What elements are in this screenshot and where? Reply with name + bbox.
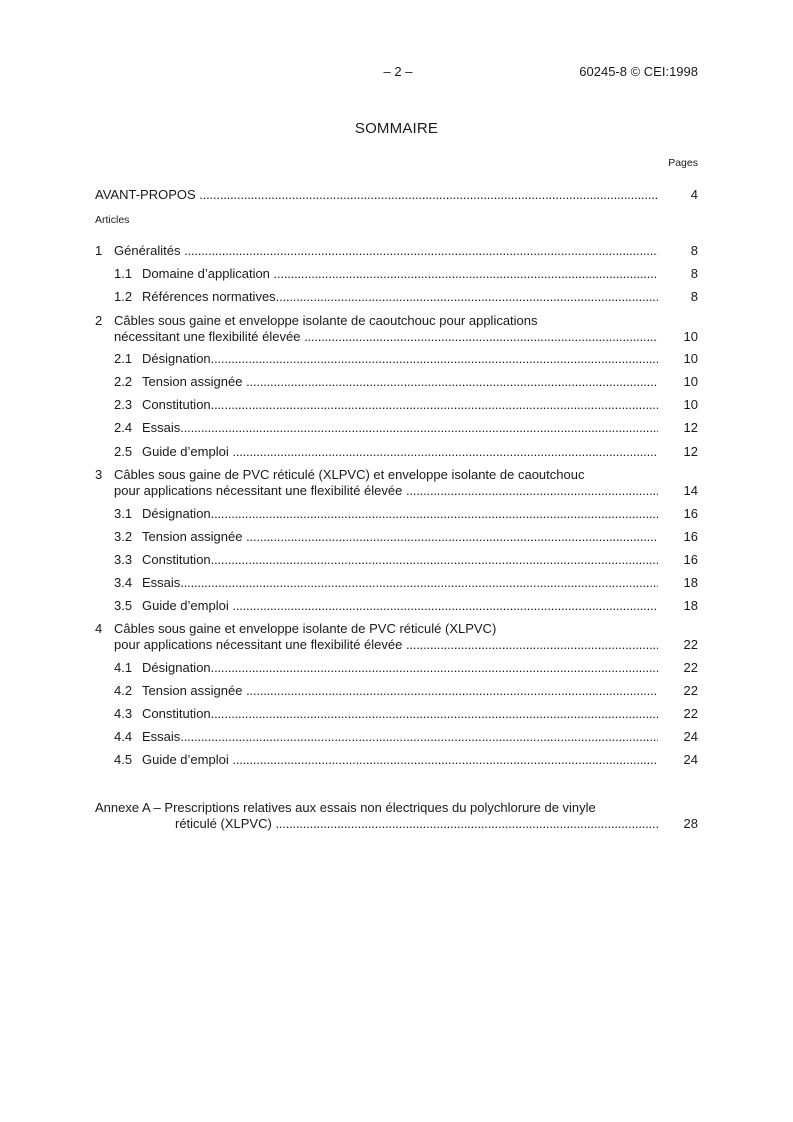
toc-entry-3-2[interactable] xyxy=(95,529,698,547)
toc-page: 8 xyxy=(690,243,698,258)
toc-entry-1[interactable] xyxy=(95,243,698,261)
toc-leader xyxy=(142,397,658,415)
toc-entry-annexe-a[interactable] xyxy=(95,800,698,834)
toc-label: Références normatives xyxy=(142,289,276,304)
toc-label: Désignation xyxy=(142,660,211,675)
toc-entry-avant-propos[interactable] xyxy=(95,187,698,205)
toc-page: 14 xyxy=(683,483,698,498)
toc-number: 3.2 xyxy=(114,529,133,544)
toc-leader xyxy=(142,420,658,438)
toc-entry-3-3[interactable] xyxy=(95,552,698,570)
toc-page: 16 xyxy=(683,552,698,567)
page-number: – 2 – xyxy=(383,64,413,79)
toc-page: 22 xyxy=(683,683,698,698)
toc-leader xyxy=(142,529,658,547)
toc-page: 10 xyxy=(683,351,698,366)
toc-page: 8 xyxy=(690,266,698,281)
toc-entry-4-3[interactable] xyxy=(95,706,698,724)
toc-leader xyxy=(142,683,658,701)
page-title: SOMMAIRE xyxy=(354,120,439,137)
toc-number: 2.1 xyxy=(114,351,133,366)
toc-label-line1: Câbles sous gaine de PVC réticulé (XLPVC) et enveloppe isolante de caoutchouc xyxy=(114,467,585,482)
toc-label: Désignation xyxy=(142,506,211,521)
toc-entry-1-2[interactable] xyxy=(95,289,698,307)
toc-number: 1 xyxy=(95,243,103,258)
toc-entry-3-1[interactable] xyxy=(95,506,698,524)
toc-label: Guide d’emploi xyxy=(142,598,229,613)
toc-entry-3-4[interactable] xyxy=(95,575,698,593)
toc-label-line2: pour applications nécessitant une flexibilité élevée xyxy=(114,637,403,652)
toc-page: 18 xyxy=(683,598,698,613)
toc-leader xyxy=(142,575,658,593)
pages-column-label: Pages xyxy=(668,157,698,169)
toc-label: Généralités xyxy=(114,243,181,258)
toc-number: 3 xyxy=(95,467,103,482)
toc-number: 2 xyxy=(95,313,103,328)
toc-label: Constitution xyxy=(142,397,211,412)
toc-page: 10 xyxy=(683,329,698,344)
toc-number: 3.1 xyxy=(114,506,133,521)
toc-page: 22 xyxy=(683,660,698,675)
toc-entry-4-4[interactable] xyxy=(95,729,698,747)
toc-entry-3-5[interactable] xyxy=(95,598,698,616)
toc-entry-1-1[interactable] xyxy=(95,266,698,284)
toc-leader xyxy=(142,351,658,369)
document-reference: 60245-8 © CEI:1998 xyxy=(579,64,698,79)
toc-label-line2: nécessitant une flexibilité élevée xyxy=(114,329,301,344)
toc-page: 22 xyxy=(683,637,698,652)
toc-label-line1: Câbles sous gaine et enveloppe isolante de caoutchouc pour applications xyxy=(114,313,538,328)
toc-page: 18 xyxy=(683,575,698,590)
toc-leader xyxy=(142,444,658,462)
toc-entry-2-2[interactable] xyxy=(95,374,698,392)
toc-entry-4-5[interactable] xyxy=(95,752,698,770)
toc-entry-3[interactable] xyxy=(95,467,698,501)
toc-label: Tension assignée xyxy=(142,374,243,389)
toc-page: 8 xyxy=(690,289,698,304)
toc-number: 2.5 xyxy=(114,444,133,459)
toc-entry-4-2[interactable] xyxy=(95,683,698,701)
toc-label: Domaine d’application xyxy=(142,266,270,281)
toc-label: Tension assignée xyxy=(142,529,243,544)
toc-number: 4.3 xyxy=(114,706,133,721)
toc-leader xyxy=(142,374,658,392)
toc-number: 4.4 xyxy=(114,729,133,744)
toc-number: 4.1 xyxy=(114,660,133,675)
toc-leader xyxy=(142,552,658,570)
toc-entry-2-3[interactable] xyxy=(95,397,698,415)
toc-number: 1.1 xyxy=(114,266,133,281)
toc-number: 3.5 xyxy=(114,598,133,613)
toc-entry-2-1[interactable] xyxy=(95,351,698,369)
toc-page: 16 xyxy=(683,529,698,544)
toc-number: 2.4 xyxy=(114,420,133,435)
toc-leader xyxy=(95,187,658,205)
toc-page: 10 xyxy=(683,374,698,389)
toc-page: 24 xyxy=(683,729,698,744)
toc-leader xyxy=(114,637,658,655)
toc-leader xyxy=(142,729,658,747)
toc-leader xyxy=(142,598,658,616)
toc-leader xyxy=(142,706,658,724)
toc-number: 2.3 xyxy=(114,397,133,412)
toc-label: Constitution xyxy=(142,552,211,567)
toc-page: 12 xyxy=(683,444,698,459)
toc-entry-2-4[interactable] xyxy=(95,420,698,438)
toc-leader xyxy=(142,660,658,678)
toc-label-line1: Annexe A – Prescriptions relatives aux essais non électriques du polychlorure de vinyle xyxy=(95,800,596,815)
toc-entry-2[interactable] xyxy=(95,313,698,347)
toc-leader xyxy=(142,752,658,770)
toc-number: 1.2 xyxy=(114,289,133,304)
toc-label: Essais xyxy=(142,575,181,590)
toc-entry-4[interactable] xyxy=(95,621,698,655)
toc-leader xyxy=(142,266,658,284)
toc-leader xyxy=(114,329,658,347)
toc-label-line2: réticulé (XLPVC) xyxy=(175,816,272,831)
toc-label-line1: Câbles sous gaine et enveloppe isolante de PVC réticulé (XLPVC) xyxy=(114,621,497,636)
toc-label: Désignation xyxy=(142,351,211,366)
toc-page: 12 xyxy=(683,420,698,435)
toc-label: Guide d’emploi xyxy=(142,444,229,459)
toc-label: Guide d’emploi xyxy=(142,752,229,767)
toc-leader xyxy=(114,243,658,261)
toc-entry-2-5[interactable] xyxy=(95,444,698,462)
toc-number: 2.2 xyxy=(114,374,133,389)
toc-page: 24 xyxy=(683,752,698,767)
toc-label: Essais xyxy=(142,420,181,435)
toc-label-line2: pour applications nécessitant une flexibilité élevée xyxy=(114,483,403,498)
toc-number: 4 xyxy=(95,621,103,636)
toc-entry-4-1[interactable] xyxy=(95,660,698,678)
toc-label: Tension assignée xyxy=(142,683,243,698)
toc-leader xyxy=(142,289,658,307)
toc-page: 10 xyxy=(683,397,698,412)
toc-page: 4 xyxy=(690,187,698,202)
toc-page: 22 xyxy=(683,706,698,721)
toc-leader xyxy=(142,506,658,524)
toc-label: Essais xyxy=(142,729,181,744)
toc-number: 3.4 xyxy=(114,575,133,590)
toc-page: 16 xyxy=(683,506,698,521)
toc-number: 3.3 xyxy=(114,552,133,567)
articles-label: Articles xyxy=(95,214,130,226)
toc-number: 4.5 xyxy=(114,752,133,767)
toc-page: 28 xyxy=(683,816,698,831)
toc-leader xyxy=(114,483,658,501)
toc-label: Constitution xyxy=(142,706,211,721)
toc-number: 4.2 xyxy=(114,683,133,698)
toc-label: AVANT-PROPOS xyxy=(95,187,196,202)
toc-leader xyxy=(175,816,658,834)
